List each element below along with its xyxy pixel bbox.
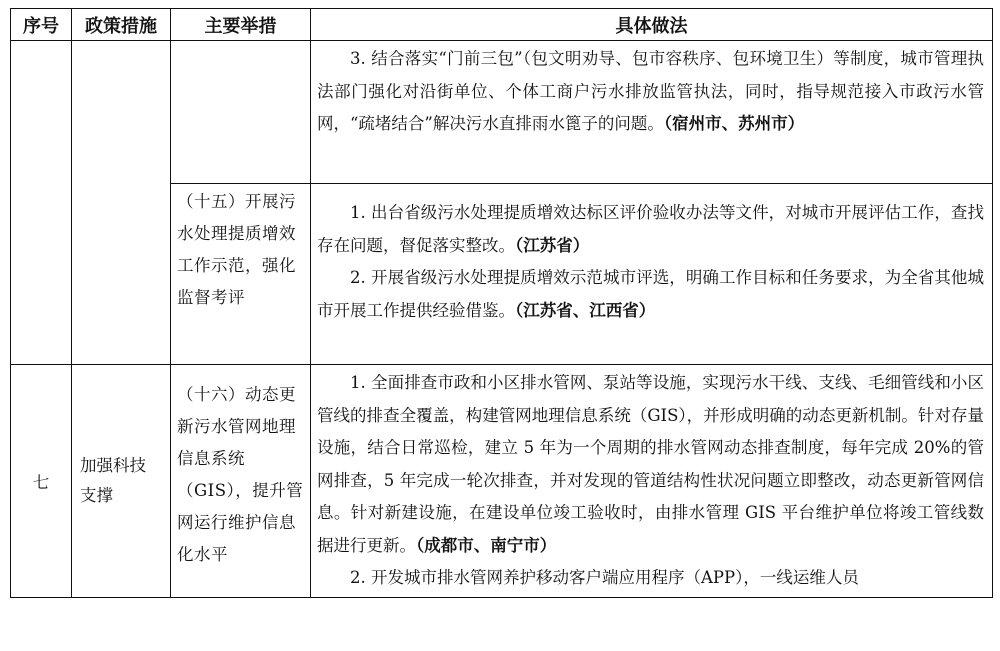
detail-text: 2. 开展省级污水处理提质增效示范城市评选，明确工作目标和任务要求，为全省其他城市开展工作提供经验借鉴。 (317, 268, 984, 320)
detail-text: 3. 结合落实“门前三包”（包文明劝导、包市容秩序、包环境卫生）等制度，城市管理执法部门强化对沿街单位、个体工商户污水排放监管执法，同时，指导规范接入市政污水管网，“疏堵结合”解决污水直排雨水篦子的问题。 (317, 49, 984, 133)
header-measure: 主要举措 (171, 9, 311, 41)
detail-cell (311, 41, 993, 184)
detail-paragraph (317, 367, 984, 562)
row-num-cell: 七 (11, 365, 72, 598)
detail-text: 1. 出台省级污水处理提质增效达标区评价验收办法等文件，对城市开展评估工作，查找存在问题，督促落实整改。 (317, 203, 984, 255)
row-policy-cell-empty (72, 41, 171, 365)
detail-text: 1. 全面排查市政和小区排水管网、泵站等设施，实现污水干线、支线、毛细管线和小区管线的排查全覆盖，构建管网地理信息系统（GIS），并形成明确的动态更新机制。针对存量设施，结合日常巡检，建立 5 年为一个周期的排水管网动态排查制度，每年完成 20%的管网排查，5 年完成一轮次排查，并对发现的管道结构性状况问题立即整改，动态更新管网信息。针对新建设施，在建设单位竣工验收时，由排水管理 GIS 平台维护单位将竣工管线数据进行更新。 (317, 373, 984, 555)
detail-text: 2. 开发城市排水管网养护移动客户端应用程序（APP），一线运维人员 (350, 568, 859, 587)
row-policy-cell (72, 365, 171, 598)
detail-source: （宿州市、苏州市） (663, 114, 805, 133)
detail-cell (311, 365, 993, 598)
policy-table (10, 8, 993, 598)
detail-paragraph (317, 262, 984, 327)
detail-source: （成都市、南宁市） (416, 535, 557, 555)
table-row (11, 365, 993, 598)
header-policy: 政策措施 (72, 9, 171, 41)
detail-paragraph (317, 562, 984, 595)
table-row (11, 41, 993, 184)
header-num: 序号 (11, 9, 72, 41)
measure-cell: （十五）开展污水处理提质增效工作示范，强化监督考评 (171, 184, 311, 365)
policy-text: 加强科技支撑 (80, 455, 146, 505)
detail-paragraph (317, 43, 984, 141)
row-num-cell-empty (11, 41, 72, 365)
row-measure-cell-empty (171, 41, 311, 184)
measure-cell: （十六）动态更新污水管网地理信息系统（GIS），提升管网运行维护信息化水平 (171, 365, 311, 598)
table-header-row (11, 9, 993, 41)
detail-cell (311, 184, 993, 365)
detail-source: （江苏省、江西省） (515, 300, 656, 320)
header-detail: 具体做法 (311, 9, 993, 41)
detail-source: （江苏省） (515, 235, 590, 255)
detail-paragraph (317, 197, 984, 262)
